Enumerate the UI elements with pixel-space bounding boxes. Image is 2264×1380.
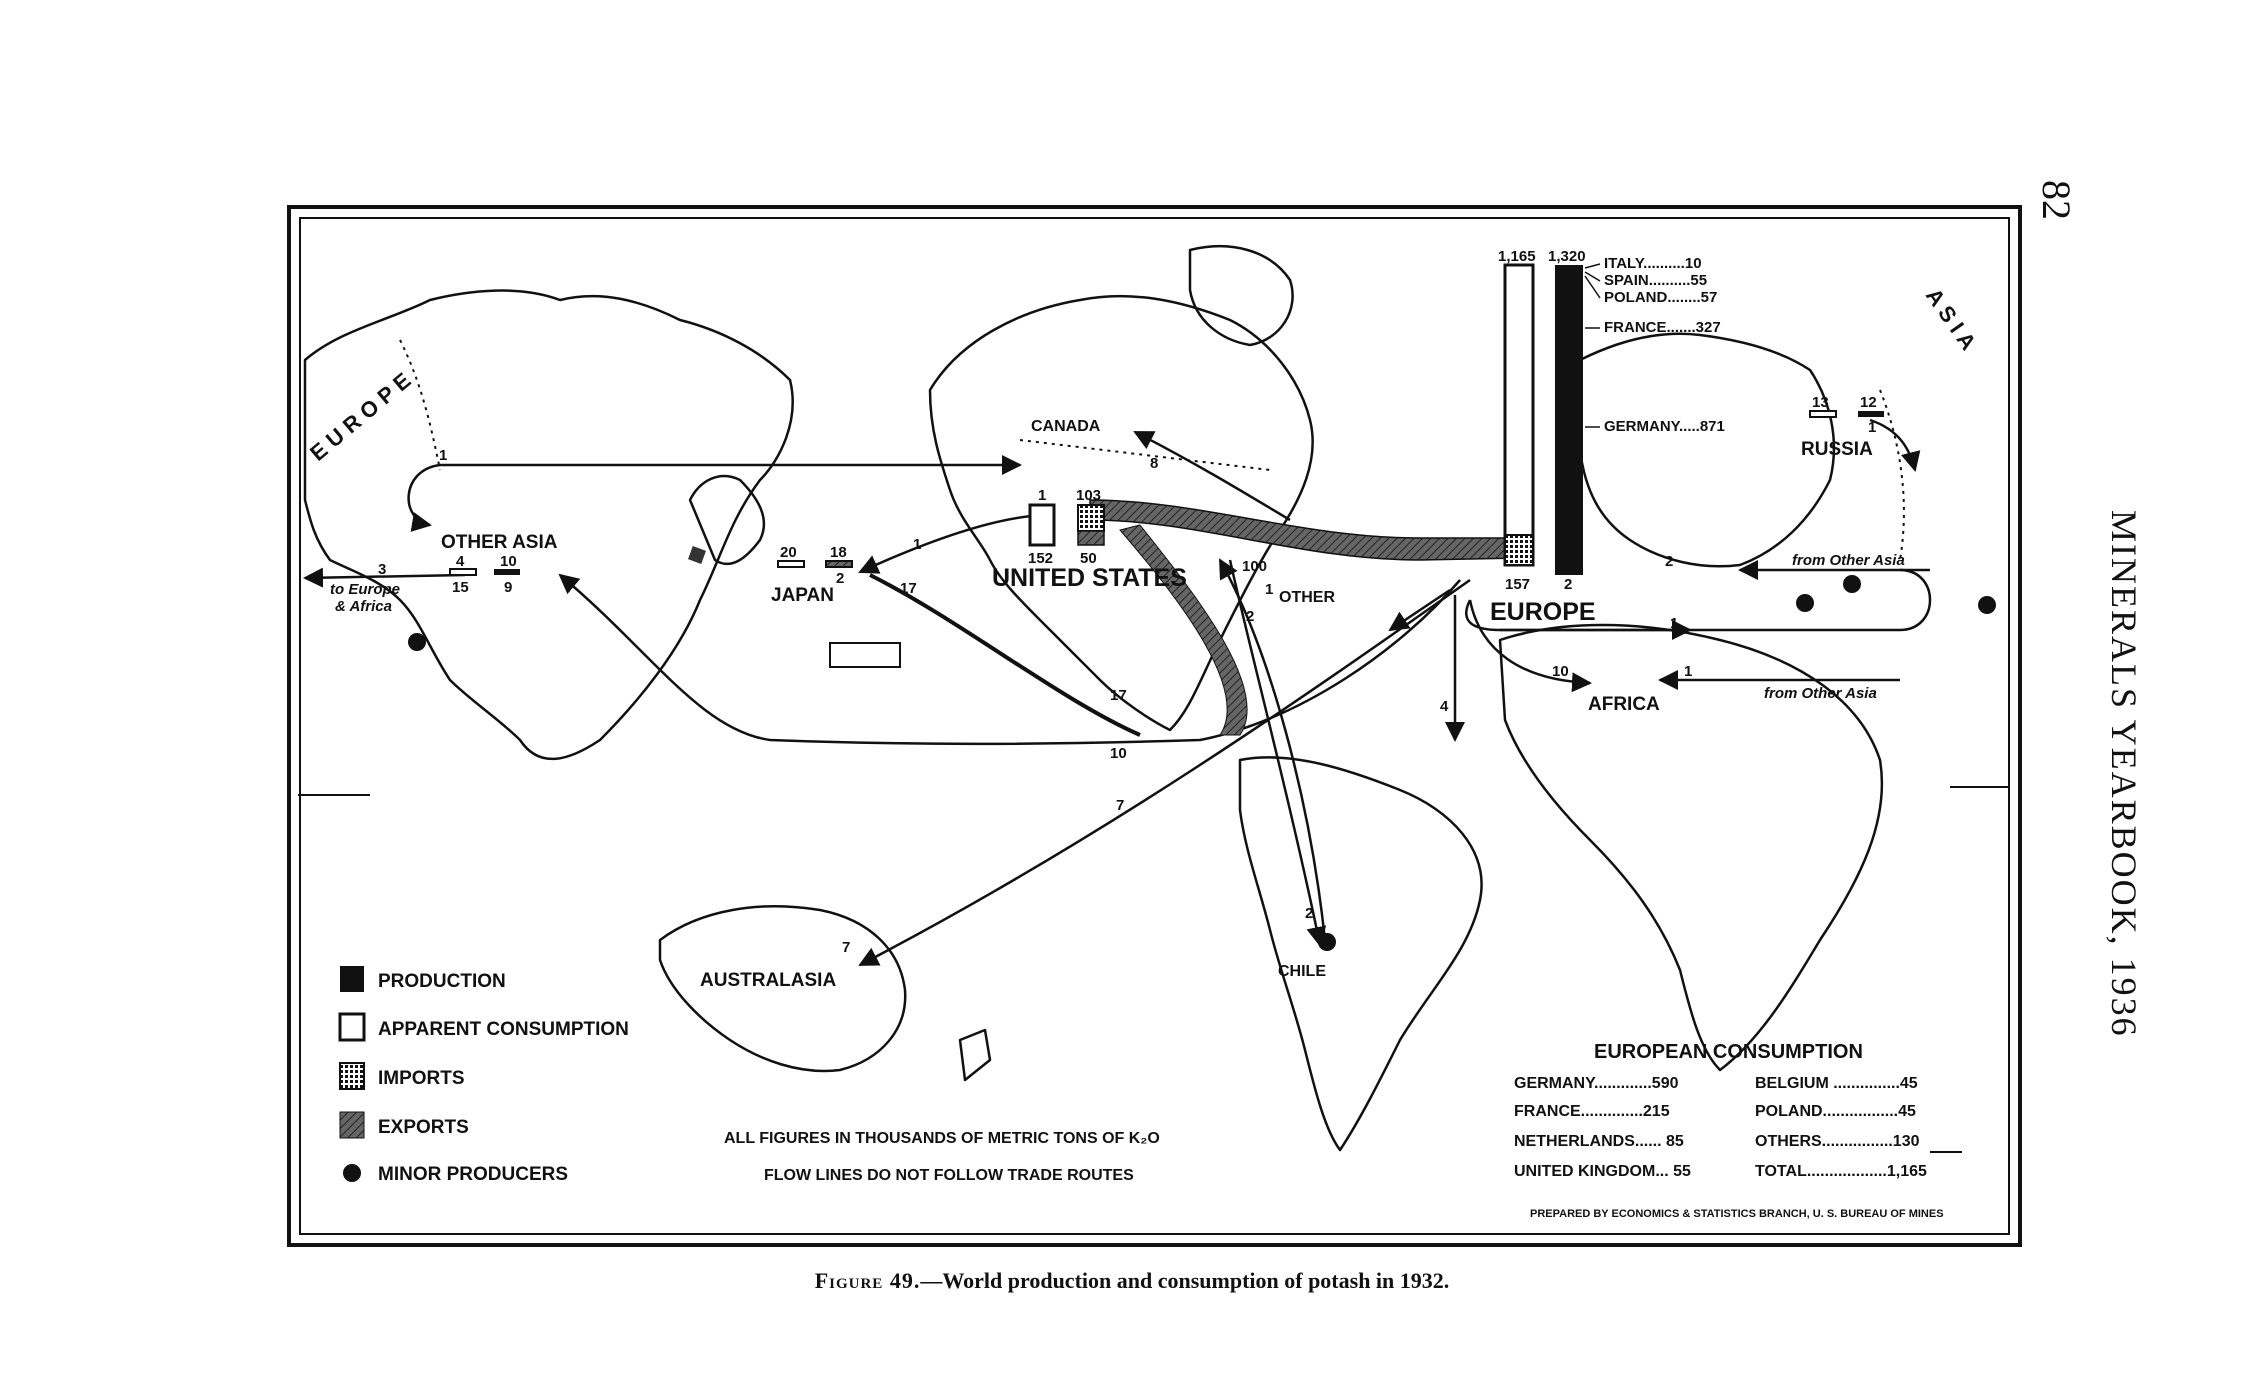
label-europe: EUROPE <box>1490 598 1596 626</box>
us-consumption-value: 152 <box>1028 550 1054 567</box>
label-to-europe-africa-1: to Europe <box>330 581 400 598</box>
russia-bar-b <box>1858 411 1884 417</box>
breakdown-germany: GERMANY.....871 <box>1604 418 1725 435</box>
flow-label: 1 <box>1670 615 1679 632</box>
label-from-other-asia-2: from Other Asia <box>1764 685 1877 702</box>
us-imports-value: 103 <box>1076 487 1102 504</box>
europe-outline <box>1580 334 1834 567</box>
figures-note: ALL FIGURES IN THOUSANDS OF METRIC TONS OF K₂O <box>724 1130 1160 1147</box>
flow-label: 4 <box>1440 698 1449 715</box>
other-asia-a-top: 4 <box>456 553 465 570</box>
label-canada: CANADA <box>1031 418 1101 435</box>
japan-bar-a <box>778 561 804 567</box>
eu-left-row: UNITED KINGDOM... 55 <box>1514 1163 1691 1180</box>
eu-right-row: POLAND.................45 <box>1755 1103 1916 1120</box>
legend-consumption-label: APPARENT CONSUMPTION <box>378 1019 629 1040</box>
legend-exports-label: EXPORTS <box>378 1117 469 1138</box>
japan-b-top: 18 <box>830 544 847 561</box>
new-zealand-outline <box>960 1030 990 1080</box>
russia-bar-a <box>1810 411 1836 417</box>
label-asia: A S I A <box>1920 283 1982 355</box>
label-other-asia: OTHER ASIA <box>441 532 558 553</box>
label-japan: JAPAN <box>771 585 834 606</box>
legend-exports-swatch <box>340 1112 364 1138</box>
legend-production-label: PRODUCTION <box>378 971 506 992</box>
label-europe-top: E U R O P E <box>305 367 416 466</box>
eu-left-row: FRANCE..............215 <box>1514 1103 1670 1120</box>
europe-asia-boundary-west <box>400 340 440 470</box>
europe-production-breakdown <box>1585 255 1725 435</box>
label-other: OTHER <box>1279 589 1335 606</box>
flow-label: 1 <box>439 447 448 464</box>
page-number: 82 <box>2034 180 2079 220</box>
minor-producer-dot <box>408 633 426 651</box>
legend <box>340 966 629 1185</box>
label-russia: RUSSIA <box>1801 439 1873 460</box>
label-australasia: AUSTRALASIA <box>700 970 837 991</box>
russia-a-value: 13 <box>1812 394 1829 411</box>
export-band-us-south <box>1120 525 1247 735</box>
russia-b-top: 12 <box>1860 394 1877 411</box>
flow-label: 17 <box>900 580 917 597</box>
legend-consumption-swatch <box>340 1014 364 1040</box>
flow-us-to-japan-17 <box>870 575 1140 735</box>
running-head: MINERALS YEARBOOK, 1936 <box>2104 510 2144 1038</box>
eu-right-row: TOTAL..................1,165 <box>1755 1163 1927 1180</box>
europe-imports-value: 157 <box>1505 576 1531 593</box>
flow-label: 17 <box>1110 687 1127 704</box>
eu-right-row: BELGIUM ...............45 <box>1755 1075 1918 1092</box>
other-asia-b-bottom: 9 <box>504 579 513 596</box>
us-exports-value: 50 <box>1080 550 1097 567</box>
legend-imports-label: IMPORTS <box>378 1068 465 1089</box>
us-exports-bar <box>1078 531 1104 545</box>
minor-producer-dot <box>1796 594 1814 612</box>
legend-imports-swatch <box>340 1063 364 1089</box>
minor-producer-dot <box>1318 933 1336 951</box>
eu-left-row: NETHERLANDS...... 85 <box>1514 1133 1684 1150</box>
label-africa: AFRICA <box>1588 694 1660 715</box>
region-labels <box>305 284 1981 991</box>
flow-label: 3 <box>378 561 387 578</box>
japan-b-bottom: 2 <box>836 570 845 587</box>
us-bars <box>1030 505 1104 545</box>
flow-label: 1 <box>913 536 922 553</box>
eu-right-row: OTHERS................130 <box>1755 1133 1920 1150</box>
eurasia-west-outline <box>305 291 793 759</box>
flow-label: 2 <box>1305 905 1314 922</box>
europe-consumption-value: 1,165 <box>1498 248 1536 265</box>
figure-caption <box>0 1268 2264 1294</box>
south-america-outline <box>1240 757 1482 1150</box>
europe-imports-bar <box>1505 535 1533 565</box>
flow-label: 2 <box>1665 553 1674 570</box>
flow-label: 7 <box>842 939 851 956</box>
us-imports-bar <box>1078 505 1104 531</box>
europe-exports-value: 2 <box>1564 576 1573 593</box>
other-asia-b-top: 10 <box>500 553 517 570</box>
legend-minor-producers-dot <box>343 1164 361 1182</box>
legend-minor-producers-label: MINOR PRODUCERS <box>378 1164 569 1185</box>
russia-b-bottom: 1 <box>1868 419 1877 436</box>
flow-us-to-chile <box>1230 560 1320 945</box>
european-consumption-title: EUROPEAN CONSUMPTION <box>1594 1041 1863 1063</box>
europe-production-bar <box>1555 265 1583 575</box>
us-consumption-bar <box>1030 505 1054 545</box>
flow-note: FLOW LINES DO NOT FOLLOW TRADE ROUTES <box>764 1167 1134 1184</box>
breakdown-france: FRANCE.......327 <box>1604 319 1721 336</box>
flow-label: 100 <box>1242 558 1268 575</box>
breakdown-spain: SPAIN..........55 <box>1604 272 1708 289</box>
label-chile: CHILE <box>1278 963 1326 980</box>
minor-producer-square <box>688 546 706 564</box>
flow-russia-arrow <box>1870 420 1915 470</box>
figure-caption-label: Figure 49. <box>814 1268 921 1293</box>
breakdown-poland: POLAND........57 <box>1604 289 1718 306</box>
flow-label: 8 <box>1150 455 1159 472</box>
us-production-value: 1 <box>1038 487 1047 504</box>
canada-us-boundary <box>1020 440 1270 470</box>
europe-bars <box>1505 265 1583 575</box>
eu-left-row: GERMANY.............590 <box>1514 1075 1679 1092</box>
flow-label: 10 <box>1552 663 1569 680</box>
european-consumption-table <box>1514 1041 1962 1180</box>
greenland-outline <box>1190 246 1293 345</box>
japan-a-value: 20 <box>780 544 797 561</box>
flow-label: 1 <box>1684 663 1693 680</box>
flow-label: 7 <box>1116 797 1125 814</box>
europe-production-value: 1,320 <box>1548 248 1586 265</box>
breakdown-italy: ITALY..........10 <box>1604 255 1702 272</box>
minor-producer-dot <box>1843 575 1861 593</box>
flow-chile-up <box>1220 560 1325 940</box>
minor-producer-dot <box>1978 596 1996 614</box>
flow-label: 2 <box>1246 608 1255 625</box>
label-from-other-asia-1: from Other Asia <box>1792 552 1905 569</box>
label-to-europe-africa-2: & Africa <box>335 598 392 615</box>
legend-production-swatch <box>340 966 364 992</box>
figure-caption-text: —World production and consumption of potash in 1932. <box>920 1268 1450 1293</box>
japan-inset-box <box>830 643 900 667</box>
other-asia-a-bottom: 15 <box>452 579 469 596</box>
credit-line: PREPARED BY ECONOMICS & STATISTICS BRANCH, U. S. BUREAU OF MINES <box>1530 1208 1944 1220</box>
flow-russia-to-canada <box>409 465 440 525</box>
flow-label: 1 <box>1265 581 1274 598</box>
region-boundaries <box>400 340 1904 560</box>
flow-label: 10 <box>1110 745 1127 762</box>
japan-bar-b <box>826 561 852 567</box>
flow-europe-to-south <box>1390 590 1450 630</box>
label-united-states: UNITED STATES <box>992 564 1187 592</box>
europe-consumption-bar <box>1505 265 1533 565</box>
flow-europe-to-australasia <box>860 580 1470 965</box>
